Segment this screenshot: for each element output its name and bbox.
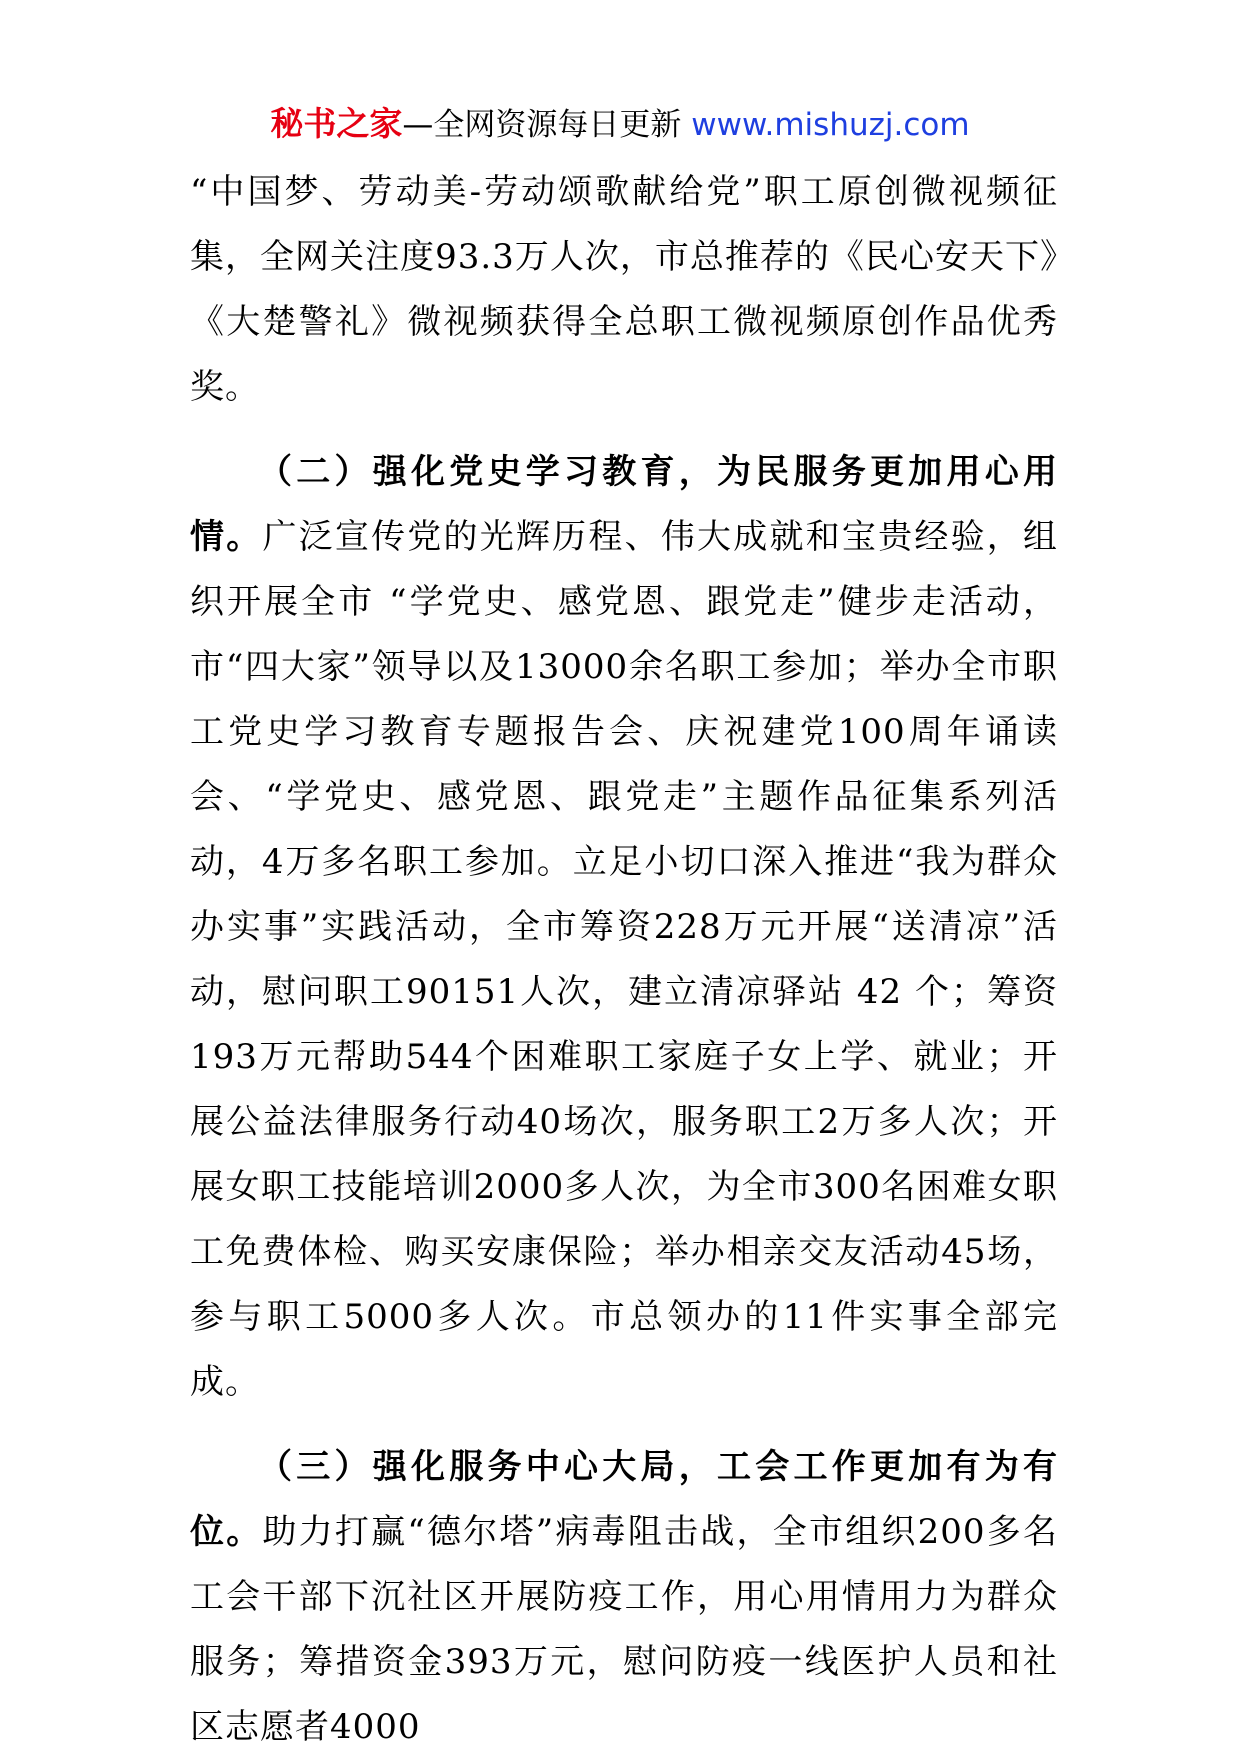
site-header [0, 96, 1240, 152]
paragraph-1-text: “中国梦、劳动美-劳动颂歌献给党”职工原创微视频征集，全网关注度93.3万人次，市总推荐的《民心安天下》《大楚警礼》微视频获得全总职工微视频原创作品优秀奖。 [190, 172, 1058, 407]
paragraph-2-heading: （二）强化党史学习教育，为民服务更加用心用情。 [190, 452, 1058, 557]
paragraph-2-text: 广泛宣传党的光辉历程、伟大成就和宝贵经验，组织开展全市 “学党史、感党恩、跟党走”健步走活动，市“四大家”领导以及13000余名职工参加；举办全市职工党史学习教育专题报告会、庆祝建党100周年诵读会、“学党史、感党恩、跟党走”主题作品征集系列活动，4万多名职工参加。立足小切口深入推进“我为群众办实事”实践活动，全市筹资228万元开展“送清凉”活动，慰问职工90151人次，建立清凉驿站 42 个；筹资193万元帮助544个困难职工家庭子女上学、就业；开展公益法律服务行动40场次，服务职工2万多人次；开展女职工技能培训2000多人次，为全市300名困难女职工免费体检、购买安康保险；举办相亲交友活动45场，参与职工5000多人次。市总领办的11件实事全部完成。 [190, 517, 1059, 1402]
site-brand: 秘书之家 [270, 104, 403, 143]
paragraph-3 [190, 1435, 1058, 1760]
site-tagline: —全网资源每日更新 [402, 107, 682, 143]
document-body [190, 160, 1058, 1760]
site-url-link[interactable]: www.mishuzj.com [691, 107, 970, 143]
paragraph-3-text: 助力打赢“德尔塔”病毒阻击战，全市组织200多名工会干部下沉社区开展防疫工作，用心用情用力为群众服务；筹措资金393万元，慰问防疫一线医护人员和社区志愿者4000 [190, 1512, 1058, 1747]
paragraph-2 [190, 440, 1058, 1415]
paragraph-1 [190, 160, 1058, 420]
paragraph-3-heading: （三）强化服务中心大局，工会工作更加有为有位。 [190, 1447, 1058, 1552]
